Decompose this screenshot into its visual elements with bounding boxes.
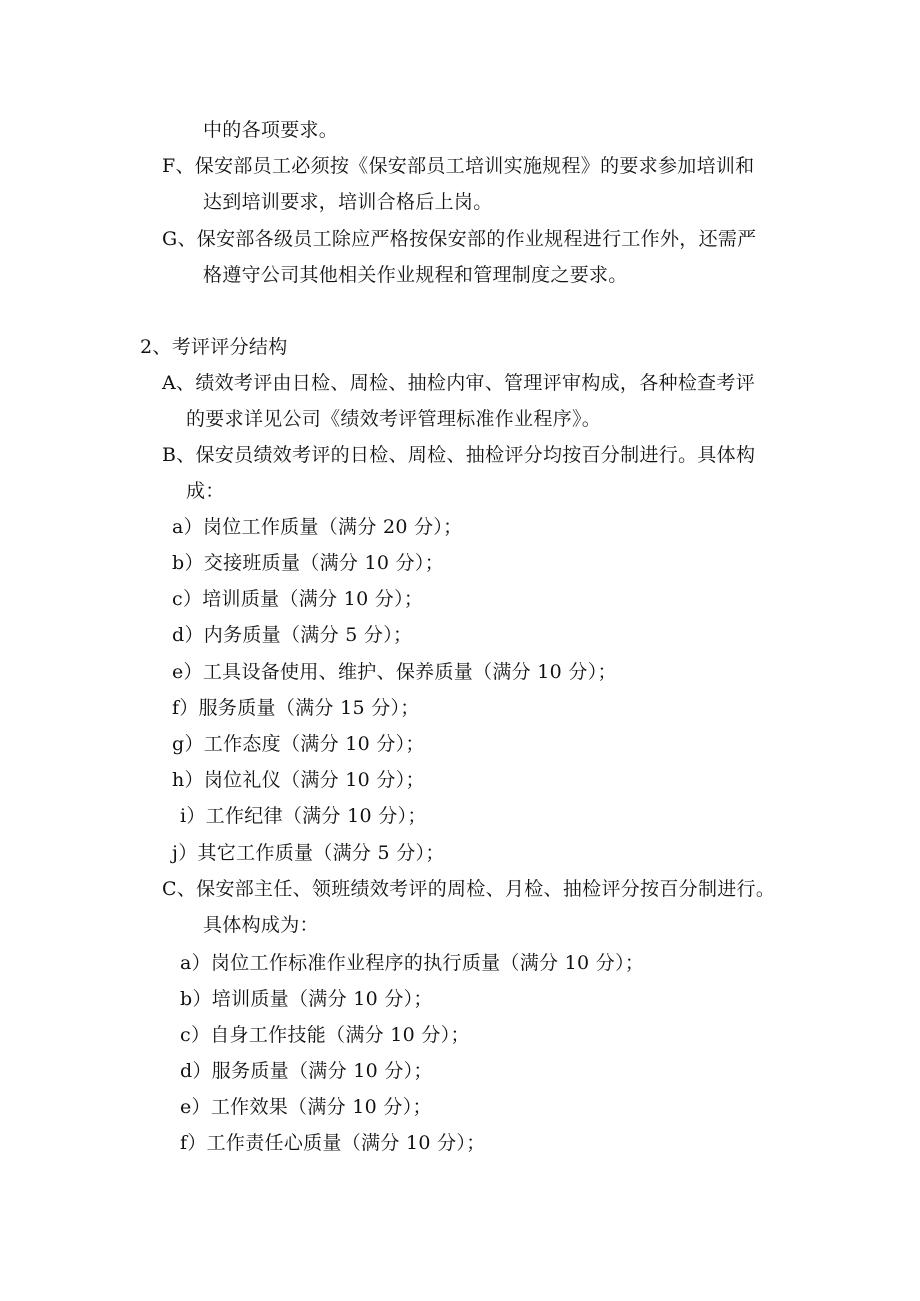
list-b-item: e）工具设备使用、维护、保养质量（满分 10 分）； [172,661,617,683]
item-b-line-2: 成： [186,480,225,502]
list-b-item: j）其它工作质量（满分 5 分）； [172,842,445,864]
list-b-item: h）岗位礼仪（满分 10 分）； [172,769,425,791]
list-b-item: d）内务质量（满分 5 分）； [172,624,413,646]
item-a-line-1: A、绩效考评由日检、周检、抽检内审、管理评审构成，各种检查考评 [162,372,756,394]
list-b-item: f）服务质量（满分 15 分）； [172,697,420,719]
list-b-item: c）培训质量（满分 10 分）； [172,588,424,610]
item-g-line-2: 格遵守公司其他相关作业规程和管理制度之要求。 [203,264,628,286]
list-c-item: d）服务质量（满分 10 分）； [180,1060,433,1082]
list-b-item: b）交接班质量（满分 10 分）； [172,552,445,574]
item-f-line-1: F、保安部员工必须按《保安部员工培训实施规程》的要求参加培训和 [162,155,755,177]
list-b-item: a）岗位工作质量（满分 20 分）； [172,516,463,538]
list-c-item: a）岗位工作标准作业程序的执行质量（满分 10 分）； [180,952,645,974]
section-2-heading: 2、考评评分结构 [140,336,288,358]
item-g-line-1: G、保安部各级员工除应严格按保安部的作业规程进行工作外，还需严 [162,228,757,250]
item-b-line-1: B、保安员绩效考评的日检、周检、抽检评分均按百分制进行。具体构 [162,444,756,466]
continuation-text: 中的各项要求。 [203,119,339,141]
list-c-item: f）工作责任心质量（满分 10 分）； [180,1132,486,1154]
list-b-item: i）工作纪律（满分 10 分）； [180,805,427,827]
list-b-item: g）工作态度（满分 10 分）； [172,733,425,755]
list-c-item: c）自身工作技能（满分 10 分）； [180,1024,470,1046]
list-c-item: e）工作效果（满分 10 分）； [180,1096,432,1118]
item-a-line-2: 的要求详见公司《绩效考评管理标准作业程序》。 [186,408,602,430]
list-c-item: b）培训质量（满分 10 分）； [180,988,433,1010]
item-c-line-1: C、保安部主任、领班绩效考评的周检、月检、抽检评分按百分制进行。 [162,878,776,900]
item-c-line-2: 具体构成为： [203,914,319,936]
item-f-line-2: 达到培训要求，培训合格后上岗。 [203,191,493,213]
